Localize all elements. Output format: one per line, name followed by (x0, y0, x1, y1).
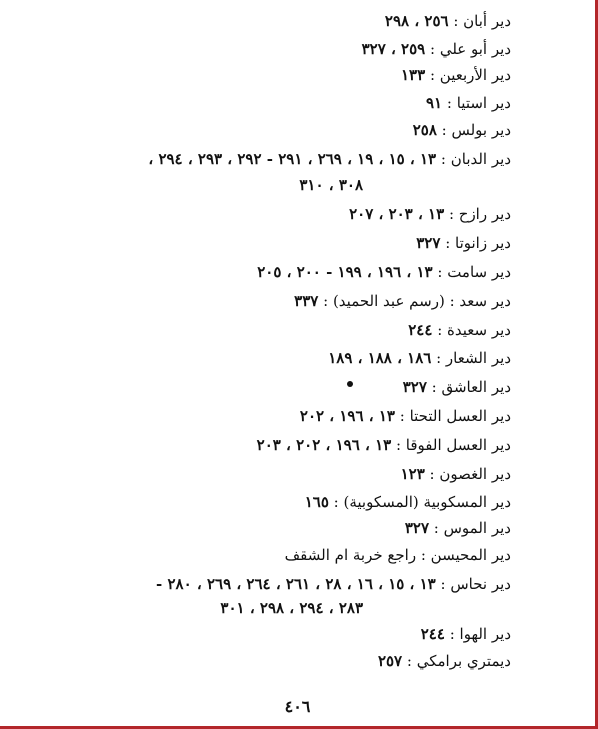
index-entry (257, 436, 511, 454)
entry-pages: ١٣ ، ١٥ ، ١٦ ، ٢٨ ، ٢٦١ ، ٢٦٤ ، ٢٦٩ ، ٢٨٠ - (156, 575, 436, 593)
entry-name: دير رازح : (448, 205, 511, 223)
entry-name: دير استيا : (446, 94, 511, 112)
entry-name: دير سامت : (437, 263, 511, 281)
entry-pages: ٢٥٩ ، ٣٢٧ (361, 40, 426, 58)
index-entry (413, 121, 511, 139)
entry-pages: ٢٥٨ (412, 121, 437, 139)
entry-pages: ١٦٥ (304, 493, 329, 511)
index-entry (385, 12, 511, 30)
entry-name: دير سعيدة : (437, 321, 511, 339)
index-entry (148, 150, 511, 168)
index-entry (421, 625, 511, 643)
index-entry (156, 575, 511, 593)
entry-name: دير زانوتا : (445, 234, 511, 252)
entry-pages: ١٣ ، ١٥ ، ١٩ ، ٢٦٩ ، ٢٩١ - ٢٩٢ ، ٢٩٣ ، ٢٩٤ ، (148, 150, 437, 168)
index-entry (305, 493, 511, 511)
entry-pages: ٢٥٦ ، ٢٩٨ (384, 12, 449, 30)
index-entry (405, 519, 511, 537)
entry-pages: ١٣ ، ١٩٦ ، ١٩٩ - ٢٠٠ ، ٢٠٥ (257, 263, 433, 281)
index-entry (378, 652, 511, 670)
index-entry (300, 407, 511, 425)
index-entry (328, 349, 511, 367)
index-entry (349, 205, 511, 223)
entry-pages: ١٨٦ ، ١٨٨ ، ١٨٩ (328, 349, 432, 367)
entry-name: دير الغصون : (429, 465, 511, 483)
entry-name: دير الدبان : (440, 150, 511, 168)
entry-name: دير الموس : (433, 519, 511, 537)
entry-name: دير نحاس : (440, 575, 511, 593)
index-entry (257, 263, 511, 281)
entry-pages: ١٢٣ (400, 465, 425, 483)
entry-pages-continuation: ٣٠٨ ، ٣١٠ (299, 176, 363, 194)
entry-pages: ١٣ ، ١٩٦ ، ٢٠٢ ، ٢٠٣ (256, 436, 392, 454)
entry-pages: ١٣ ، ٢٠٣ ، ٢٠٧ (349, 205, 445, 223)
index-entry (408, 321, 511, 339)
entry-pages: ١٣٣ (401, 66, 426, 84)
entry-name: دير العسل الفوقا : (395, 436, 511, 454)
entry-name: دير بولس : (441, 121, 511, 139)
index-entry (401, 465, 511, 483)
entry-name: دير المحيسن : راجع خربة ام الشقف (284, 546, 511, 564)
entry-name: دير المسكوبية (المسكوبية) : (333, 493, 511, 511)
index-entry (426, 94, 511, 112)
entry-name: دير سعد : (رسم عبد الحميد) : (323, 292, 511, 310)
entry-name: دير الشعار : (436, 349, 511, 367)
entry-pages: ٢٤٤ (408, 321, 433, 339)
entry-name: دير العسل التحتا : (399, 407, 511, 425)
entry-pages-continuation: ٢٨٣ ، ٢٩٤ ، ٢٩٨ ، ٣٠١ (220, 599, 363, 617)
entry-name: دير أبان : (453, 12, 511, 30)
entry-pages: ٣٣٧ (294, 292, 319, 310)
index-entry (416, 234, 511, 252)
entry-pages: ٣٢٧ (404, 519, 430, 537)
entry-pages: ٣٢٧ (402, 378, 427, 396)
index-entry (294, 292, 511, 310)
entry-pages: ٩١ (426, 94, 443, 112)
entry-pages: ٣٢٧ (416, 234, 441, 252)
index-entry (401, 66, 511, 84)
index-entry (403, 378, 511, 396)
page-number: ٤٠٦ (284, 697, 311, 716)
entry-pages: ٢٤٤ (420, 625, 445, 643)
entry-name: دير الهوا : (449, 625, 511, 643)
entry-pages: ٢٥٧ (377, 652, 403, 670)
entry-name: ديمتري برامكي : (406, 652, 511, 670)
entry-name: دير الأربعين : (429, 66, 511, 84)
entry-name: دير أبو علي : (430, 40, 511, 58)
ink-dot (347, 381, 353, 387)
entry-pages: ١٣ ، ١٩٦ ، ٢٠٢ (299, 407, 395, 425)
index-entry (362, 40, 511, 58)
entry-name: دير العاشق : (431, 378, 511, 396)
index-entry (285, 546, 511, 564)
